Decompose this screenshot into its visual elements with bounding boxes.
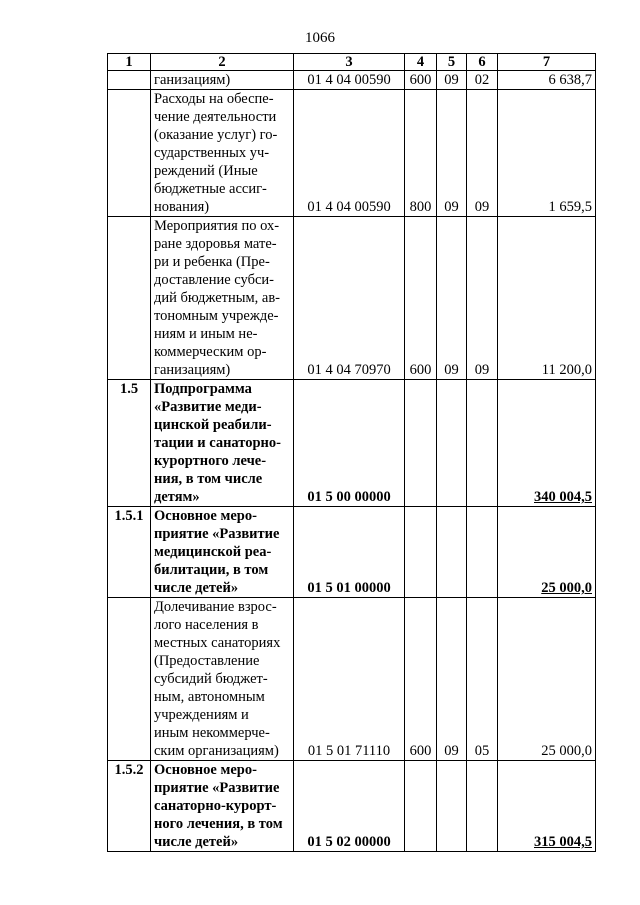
header-cell-6: 6 (467, 54, 498, 71)
row-name-cell (151, 217, 294, 380)
row-col4-cell (405, 507, 437, 598)
header-cell-7: 7 (498, 54, 596, 71)
name-line: лого населения в (154, 617, 259, 633)
row-amount-cell: 315 004,5 (498, 761, 596, 852)
row-number-cell (108, 71, 151, 90)
name-line: ским организациям) (154, 743, 279, 759)
name-line: дий бюджетным, ав- (154, 290, 281, 306)
table-row (108, 507, 596, 598)
name-line: билитации, в том (154, 562, 269, 578)
name-line: тономным учрежде- (154, 308, 279, 324)
row-number-cell: 1.5.2 (108, 761, 151, 852)
table-row (108, 761, 596, 852)
row-col6-cell: 05 (467, 598, 498, 761)
header-cell-4: 4 (405, 54, 437, 71)
name-line: сударственных уч- (154, 145, 270, 161)
row-col4-cell (405, 380, 437, 507)
name-line: детям» (154, 489, 200, 505)
name-line: курортного лече- (154, 453, 267, 469)
table-row (108, 217, 596, 380)
row-col6-cell (467, 380, 498, 507)
row-number-cell (108, 598, 151, 761)
row-col4-cell: 600 (405, 71, 437, 90)
name-line: доставление субси- (154, 272, 274, 288)
name-line: бюджетные ассиг- (154, 181, 267, 197)
name-line: Подпрограмма (154, 381, 252, 397)
row-col4-cell: 600 (405, 598, 437, 761)
name-line: субсидий бюджет- (154, 671, 268, 687)
row-col6-cell: 09 (467, 90, 498, 217)
row-col6-cell: 02 (467, 71, 498, 90)
header-row (108, 54, 596, 71)
row-name-cell (151, 90, 294, 217)
name-line: тации и санаторно- (154, 435, 281, 451)
row-amount-cell: 1 659,5 (498, 90, 596, 217)
row-number-cell (108, 90, 151, 217)
row-code-cell: 01 4 04 00590 (294, 90, 405, 217)
row-name-cell (151, 761, 294, 852)
row-col4-cell: 600 (405, 217, 437, 380)
row-col5-cell: 09 (437, 598, 467, 761)
budget-table (107, 53, 596, 852)
name-line: учреждениям и (154, 707, 249, 723)
name-line: ным, автономным (154, 689, 265, 705)
name-line: нования) (154, 199, 210, 215)
name-line: ране здоровья мате- (154, 236, 277, 252)
name-line: реждений (Иные (154, 163, 258, 179)
name-line: числе детей» (154, 834, 239, 850)
row-code-cell: 01 4 04 70970 (294, 217, 405, 380)
name-line: Основное меро- (154, 508, 257, 524)
name-line: ганизациям) (154, 362, 231, 378)
row-col5-cell (437, 507, 467, 598)
row-number-cell: 1.5 (108, 380, 151, 507)
row-code-cell: 01 5 01 00000 (294, 507, 405, 598)
header-cell-2: 2 (151, 54, 294, 71)
name-line: коммерческим ор- (154, 344, 267, 360)
name-line: санаторно-курорт- (154, 798, 277, 814)
row-col5-cell (437, 380, 467, 507)
row-number-cell: 1.5.1 (108, 507, 151, 598)
row-code-cell: 01 5 01 71110 (294, 598, 405, 761)
row-col5-cell: 09 (437, 90, 467, 217)
name-line: приятие «Развитие (154, 526, 280, 542)
header-cell-3: 3 (294, 54, 405, 71)
table-row (108, 71, 596, 90)
page-number: 1066 (305, 30, 335, 46)
row-col5-cell (437, 761, 467, 852)
header-cell-5: 5 (437, 54, 467, 71)
row-code-cell: 01 5 02 00000 (294, 761, 405, 852)
row-col4-cell: 800 (405, 90, 437, 217)
row-amount-cell: 25 000,0 (498, 507, 596, 598)
name-line: ния, в том числе (154, 471, 263, 487)
header-cell-1: 1 (108, 54, 151, 71)
row-col6-cell (467, 761, 498, 852)
row-name-cell (151, 380, 294, 507)
name-line: иным некоммерче- (154, 725, 270, 741)
name-line: ниям и иным не- (154, 326, 258, 342)
row-col6-cell: 09 (467, 217, 498, 380)
row-name-cell (151, 507, 294, 598)
row-col4-cell (405, 761, 437, 852)
table-row (108, 598, 596, 761)
row-amount-cell: 11 200,0 (498, 217, 596, 380)
name-line: Основное меро- (154, 762, 257, 778)
name-line: (Предоставление (154, 653, 260, 669)
name-line: Долечивание взрос- (154, 599, 277, 615)
row-name-cell (151, 71, 294, 90)
row-col6-cell (467, 507, 498, 598)
name-line: «Развитие меди- (154, 399, 262, 415)
name-line: приятие «Развитие (154, 780, 280, 796)
row-col5-cell: 09 (437, 71, 467, 90)
row-name-cell (151, 598, 294, 761)
row-col5-cell: 09 (437, 217, 467, 380)
name-line: Расходы на обеспе- (154, 91, 274, 107)
row-amount-cell: 25 000,0 (498, 598, 596, 761)
row-number-cell (108, 217, 151, 380)
name-line: (оказание услуг) го- (154, 127, 278, 143)
name-line: ганизациям) (154, 72, 231, 88)
table-row (108, 90, 596, 217)
name-line: ри и ребенка (Пре- (154, 254, 270, 270)
row-code-cell: 01 5 00 00000 (294, 380, 405, 507)
name-line: цинской реабили- (154, 417, 272, 433)
row-code-cell: 01 4 04 00590 (294, 71, 405, 90)
name-line: чение деятельности (154, 109, 277, 125)
table-row (108, 380, 596, 507)
row-amount-cell: 6 638,7 (498, 71, 596, 90)
name-line: местных санаториях (154, 635, 281, 651)
table-body (108, 54, 596, 852)
name-line: Мероприятия по ох- (154, 218, 280, 234)
row-amount-cell: 340 004,5 (498, 380, 596, 507)
name-line: ного лечения, в том (154, 816, 283, 832)
name-line: медицинской реа- (154, 544, 272, 560)
name-line: числе детей» (154, 580, 239, 596)
